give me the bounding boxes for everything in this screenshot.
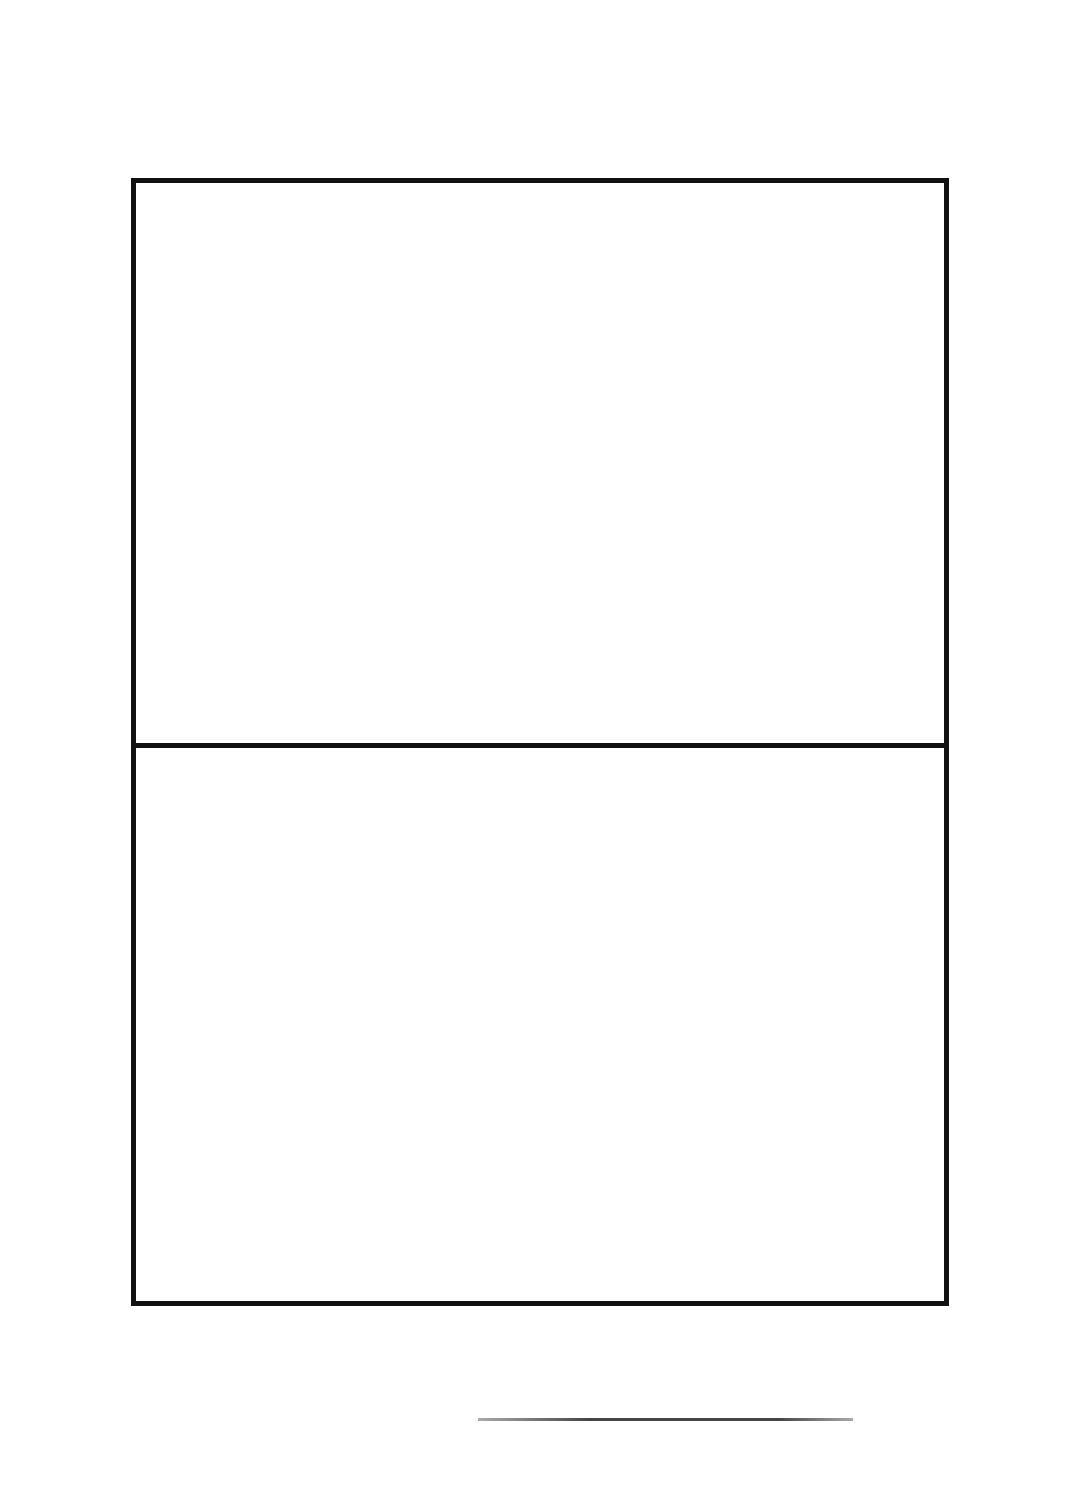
lower-register [136,748,944,1301]
upper-register [136,183,944,743]
footer-rule [478,1418,853,1421]
dictionary-table [131,178,949,1306]
